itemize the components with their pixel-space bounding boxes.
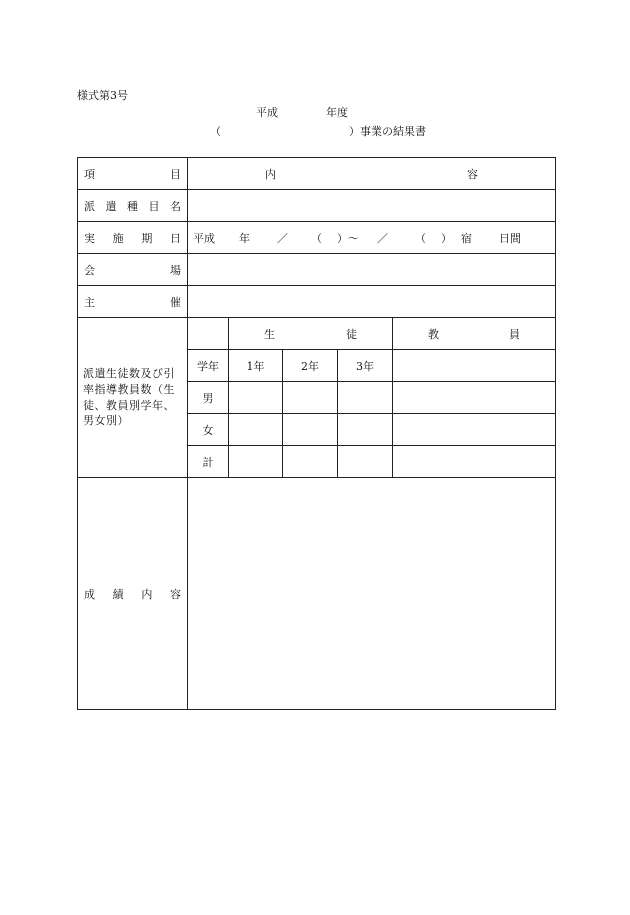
form-number: 様式第3号	[77, 89, 128, 102]
total-label: 計	[188, 446, 229, 478]
heading-era: 平成	[256, 106, 278, 119]
participants-header-row	[78, 318, 556, 350]
event-name-label: 派 遣 種 目 名	[78, 190, 188, 222]
teachers-grade-cell[interactable]	[393, 350, 556, 382]
content-header-char: 内	[265, 167, 276, 181]
total-grade-3-input[interactable]	[338, 446, 393, 478]
female-grade-2-input[interactable]	[283, 414, 338, 446]
total-teachers-input[interactable]	[393, 446, 556, 478]
period-days: 日間	[499, 231, 521, 245]
heading-fiscal-year: 年度	[326, 106, 348, 119]
female-label: 女	[188, 414, 229, 446]
content-header-cell	[188, 158, 556, 190]
male-grade-3-input[interactable]	[338, 382, 393, 414]
period-year: 年	[239, 231, 250, 245]
event-name-input[interactable]	[188, 190, 556, 222]
female-grade-3-input[interactable]	[338, 414, 393, 446]
teachers-header: 教 員	[393, 318, 556, 350]
results-input[interactable]	[188, 478, 556, 710]
period-label: 実 施 期 日	[78, 222, 188, 254]
period-paren-open: （	[311, 231, 322, 245]
period-era: 平成	[193, 231, 215, 245]
venue-row	[78, 254, 556, 286]
male-grade-2-input[interactable]	[283, 382, 338, 414]
students-header: 生 徒	[229, 318, 393, 350]
grade-3-header: 3年	[338, 350, 393, 382]
period-paren-open: （	[415, 231, 426, 245]
organizer-label: 主 催	[78, 286, 188, 318]
period-slash: ／	[377, 231, 388, 245]
item-header-cell	[78, 158, 188, 190]
grade-2-header: 2年	[283, 350, 338, 382]
event-name-row	[78, 190, 556, 222]
female-grade-1-input[interactable]	[229, 414, 283, 446]
period-paren-close: ）～	[337, 231, 359, 245]
total-grade-1-input[interactable]	[229, 446, 283, 478]
header-row	[78, 158, 556, 190]
male-teachers-input[interactable]	[393, 382, 556, 414]
heading-title-line	[210, 123, 426, 139]
period-slash: ／	[277, 231, 288, 245]
content-header-char: 容	[467, 167, 479, 181]
total-grade-2-input[interactable]	[283, 446, 338, 478]
grade-1-header: 1年	[229, 350, 283, 382]
period-row	[78, 222, 556, 254]
venue-label: 会 場	[78, 254, 188, 286]
results-label: 成 績 内 容	[78, 478, 188, 710]
results-row	[78, 478, 556, 710]
organizer-row	[78, 286, 556, 318]
grade-label: 学年	[188, 350, 229, 382]
participants-corner-cell	[188, 318, 229, 350]
item-header-char: 目	[170, 167, 181, 181]
results-form-table	[77, 157, 556, 710]
organizer-input[interactable]	[188, 286, 556, 318]
item-header-char: 項	[84, 167, 95, 181]
venue-input[interactable]	[188, 254, 556, 286]
participants-label: 派遣生徒数及び引率指導教員数（生徒、教員別学年、男女別）	[78, 318, 188, 478]
period-nights: 宿	[461, 231, 472, 245]
male-label: 男	[188, 382, 229, 414]
period-paren-close: ）	[441, 231, 452, 245]
period-input[interactable]	[188, 222, 556, 254]
heading-title: ）事業の結果書	[349, 125, 426, 138]
heading-open-paren: （	[210, 125, 221, 138]
heading-year-line	[256, 104, 348, 120]
male-grade-1-input[interactable]	[229, 382, 283, 414]
female-teachers-input[interactable]	[393, 414, 556, 446]
